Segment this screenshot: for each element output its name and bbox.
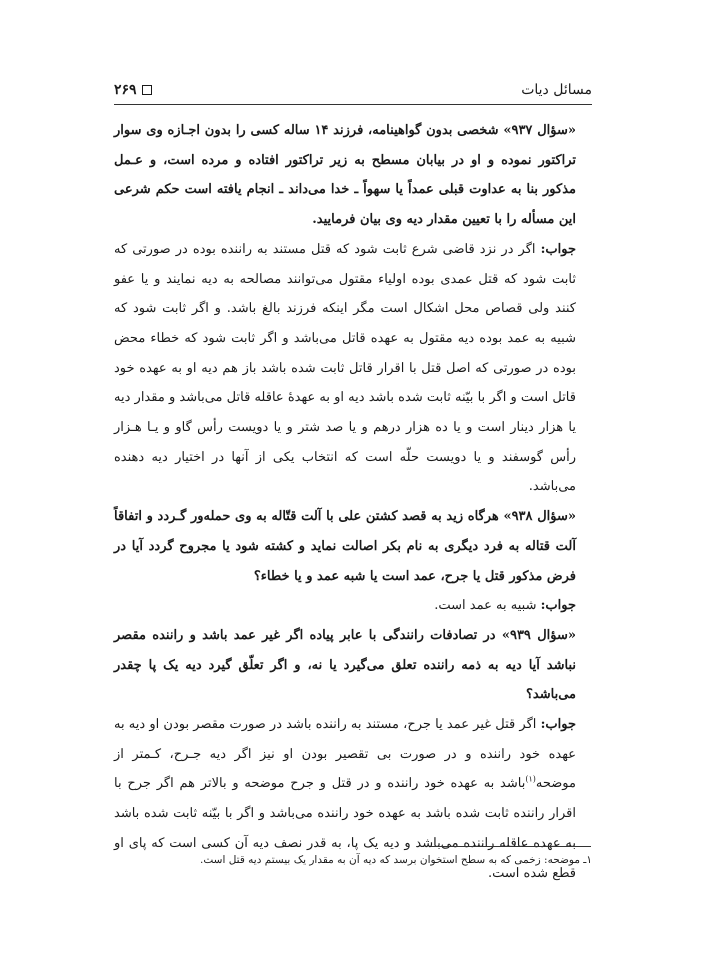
footnote-reference: (۱) xyxy=(525,775,536,785)
question-939-text: در تصادفات رانندگی با عابر پیاده اگر غیر عمد باشد و راننده مقصر نباشد آیا دیه به ذمه راننده تعلق می‌گیرد یا نه، و اگر تعلّق گیرد دیه یک پا چقدر می‌باشد؟ xyxy=(114,627,576,703)
question-938-text: هرگاه زید به قصد کشتن علی با آلت قتّاله به وی حمله‌ور گـردد و اتفاقاً آلت قتاله به فرد دیگری به نام بکر اصالت نماید و کشته شود یا مجروح گردد آیا در فرض مذکور قتل یا جرح، عمد است یا شبه عمد و یا خطاء؟ xyxy=(114,509,576,584)
question-939-label: «سؤال ۹۳۹» xyxy=(501,627,576,643)
header-divider xyxy=(114,104,592,105)
page-number-text: ۲۶۹ xyxy=(114,82,137,98)
answer-938-text: شبیه به عمد است. xyxy=(434,598,541,614)
running-header xyxy=(114,80,592,100)
answer-939-label: جواب: xyxy=(540,717,576,733)
answer-937 xyxy=(114,235,592,502)
question-939 xyxy=(114,621,592,710)
answer-939-text-before: اگر قتل غیر عمد یا جرح، مستند به راننده باشد در صورت مقصر بودن او دیه به عهده خود راننده و در صورت بی تقصیر بودن او نیز اگر دیه جـرح، کـمتر از موضحه xyxy=(114,717,576,792)
answer-938 xyxy=(114,591,592,621)
answer-939-text-after: باشد به عهده خود راننده و در قتل و جرح موضحه و بالاتر هم اگر جرح با اقرار راننده ثابت شده باشد به عهده خود راننده می‌باشد و اگر با بیّنه ثابت شده باشد به عهده عاقله راننده می‌باشد و دیه یک پا، به قدر نصف دیه آن کسی است که پای او قطع شده است. xyxy=(114,776,576,881)
answer-938-label: جواب: xyxy=(540,598,576,614)
page-number xyxy=(114,82,152,98)
footnote: ۱ـ موضحه: زخمی که به سطح استخوان برسد که دیه آن به مقدار یک بیستم دیه قتل است. xyxy=(200,854,592,866)
answer-937-label: جواب: xyxy=(540,241,576,257)
footnote-divider xyxy=(431,846,591,847)
chapter-title: مسائل دیات xyxy=(521,82,592,98)
square-ornament-icon xyxy=(142,85,152,95)
main-text xyxy=(114,116,592,888)
question-937 xyxy=(114,116,592,235)
question-937-text: شخصی بدون گواهینامه، فرزند ۱۴ ساله کسی را بدون اجـازه وی سوار تراکتور نموده و او در بیابان مسطح به زیر تراکتور افتاده و مرده است، و عـمل مذکور بنا به عداوت قبلی عمداً یا سهواً ـ خدا می‌داند ـ انجام یافته است حکم شرعی این مسأله را با تعیین مقدار دیه وی بیان فرمایید. xyxy=(114,123,576,228)
question-938 xyxy=(114,502,592,591)
question-937-label: «سؤال ۹۳۷» xyxy=(503,123,576,138)
question-938-label: «سؤال ۹۳۸» xyxy=(503,509,576,525)
answer-937-text: اگر در نزد قاضی شرع ثابت شود که قتل مستند به راننده بوده در صورتی که ثابت شود که قتل عمدی بوده اولیاء مقتول می‌توانند مصالحه به دیه نمایند و یا عفو کنند ولی قصاص محل اشکال است مگر اینکه فرزند بالغ باشد. و اگر ثابت شود که شبیه به عمد بوده دیه مقتول به عهده قاتل می‌باشد و اگر ثابت شود که خطاء محض بوده در صورتی که اصل قتل با اقرار قاتل ثابت شده باشد باز هم دیه او به عهده خود قاتل است و اگر با بیّنه ثابت شده باشد دیه او به عهدهٔ عاقله قاتل می‌باشد و مقدار دیه یا هزار دینار است و یا ده هزار درهم و یا صد شتر و یا دویست رأس گاو و یـا هـزار رأس گوسفند و یا دویست حلّه است که انتخاب یکی از آنها در اختیار دیه دهنده می‌باشد. xyxy=(114,241,576,495)
